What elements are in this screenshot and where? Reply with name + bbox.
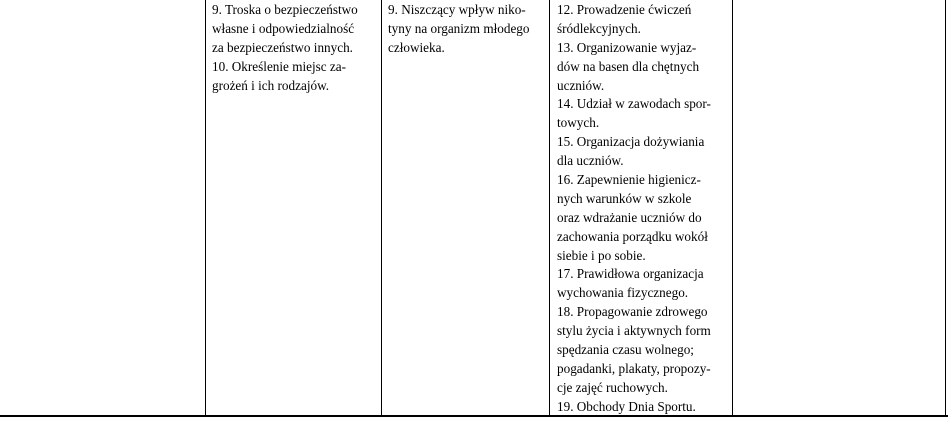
- cell-text-line: dla uczniów.: [557, 153, 624, 169]
- cell-text-line: człowieka.: [388, 39, 445, 55]
- cell-text-line: nych warunków w szkole: [557, 190, 692, 206]
- cell-text-line: oraz wdrażanie uczniów do: [557, 209, 702, 225]
- table-bottom-border: [0, 415, 948, 417]
- cell-text-line: 9. Troska o bezpieczeństwo: [212, 2, 358, 17]
- cell-text-line: wychowania fizycznego.: [557, 285, 689, 301]
- cell-text-line: uczniów.: [557, 77, 605, 93]
- cell-text-line: 14. Udział w zawodach spor-: [557, 96, 711, 112]
- cell-text-line: śródlekcyjnych.: [557, 20, 641, 36]
- cell-text-line: siebie i po sobie.: [557, 247, 646, 263]
- cell-text-line: spędzania czasu wolnego;: [557, 342, 694, 358]
- column-border: [945, 0, 946, 416]
- cell-text-line: 15. Organizacja dożywiania: [557, 134, 705, 150]
- cell-text-line: 13. Organizowanie wyjaz-: [557, 39, 697, 55]
- column-border: [381, 0, 382, 416]
- column-border: [549, 0, 550, 416]
- cell-text-line: własne i odpowiedzialność: [212, 20, 355, 36]
- table-cell-col-3: [388, 1, 530, 58]
- column-border: [205, 0, 206, 416]
- cell-text-line: pogadanki, plakaty, propozy-: [557, 360, 711, 376]
- cell-text-line: zachowania porządku wokół: [557, 228, 708, 244]
- cell-text-line: stylu życia i aktywnych form: [557, 323, 711, 339]
- cell-text-line: 12. Prowadzenie ćwiczeń: [557, 2, 692, 17]
- cell-text-line: towych.: [557, 115, 600, 131]
- cell-text-line: 16. Zapewnienie higienicz-: [557, 172, 701, 188]
- table-cell-col-4: [557, 1, 711, 417]
- cell-text-line: cje zajęć ruchowych.: [557, 379, 668, 395]
- cell-text-line: dów na basen dla chętnych: [557, 58, 700, 74]
- cell-text-line: za bezpieczeństwo innych.: [212, 39, 353, 55]
- cell-text-line: 19. Obchody Dnia Sportu.: [557, 398, 696, 414]
- cell-text-line: 17. Prawidłowa organizacja: [557, 266, 704, 282]
- cell-text-line: 9. Niszczący wpływ niko-: [388, 2, 526, 17]
- cell-text-line: 18. Propagowanie zdrowego: [557, 304, 708, 320]
- column-border: [732, 0, 733, 416]
- table-cell-col-2: [212, 1, 358, 95]
- cell-text-line: grożeń i ich rodzajów.: [212, 77, 330, 93]
- cell-text-line: 10. Określenie miejsc za-: [212, 58, 347, 74]
- cell-text-line: tyny na organizm młodego: [388, 20, 530, 36]
